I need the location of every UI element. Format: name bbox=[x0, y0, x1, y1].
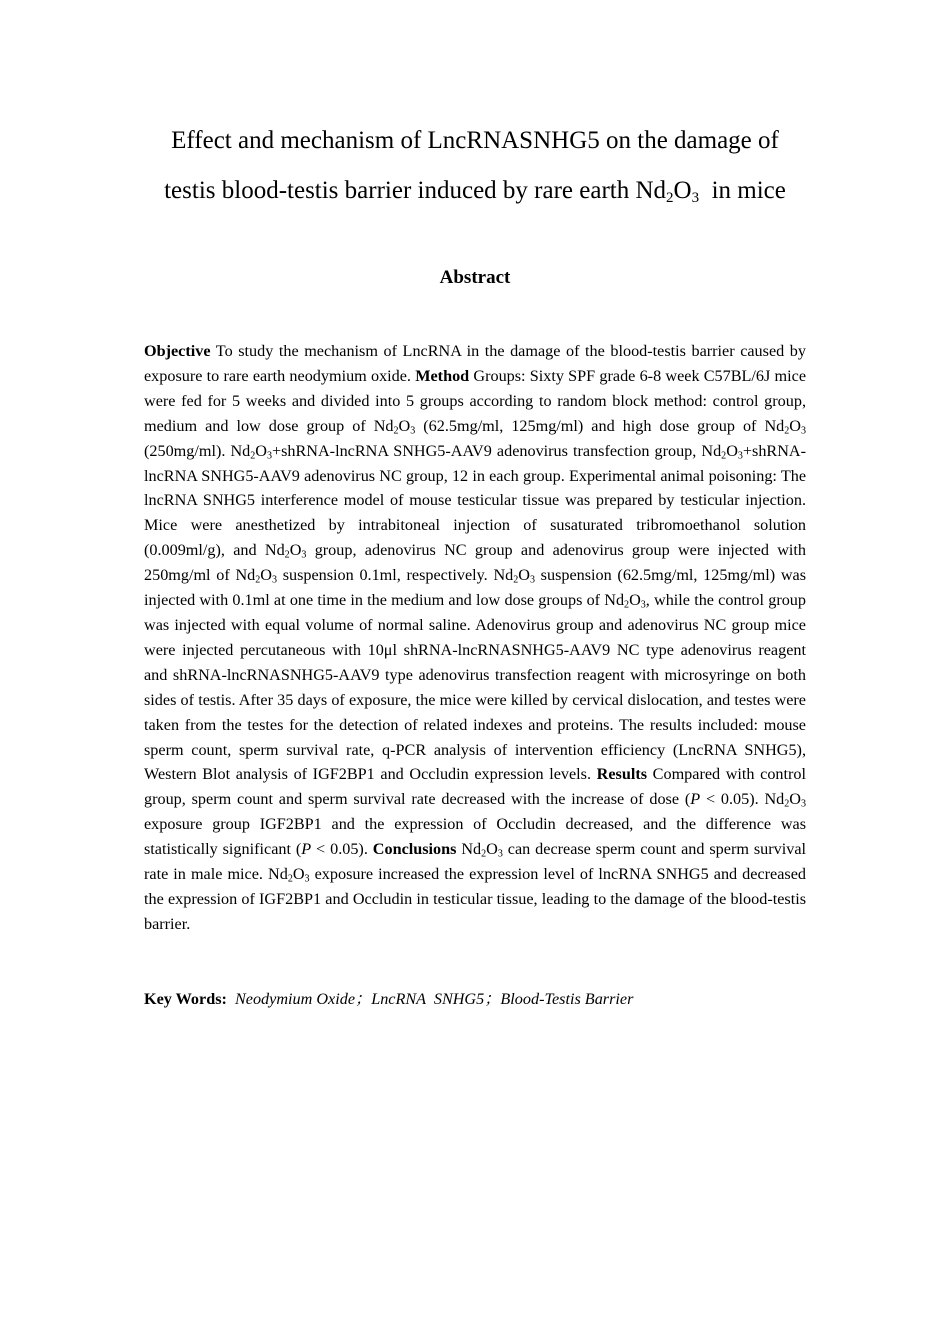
results-label: Results bbox=[596, 765, 648, 784]
title-line-2: testis blood-testis barrier induced by rare earth $Nd_2O_3$ in mice bbox=[164, 177, 786, 206]
abstract-heading: Abstract bbox=[439, 267, 511, 288]
keywords-label: Key Words: bbox=[144, 990, 227, 1008]
conclusions-label: Conclusions bbox=[372, 840, 457, 859]
keywords-line bbox=[144, 987, 806, 1012]
keywords-list: Neodymium Oxide；LncRNA SNHG5；Blood-Testis Barrier bbox=[234, 990, 634, 1008]
title-line-1: Effect and mechanism of LncRNASNHG5 on the damage of bbox=[171, 127, 779, 154]
objective-label: Objective bbox=[144, 342, 211, 360]
method-label: Method bbox=[415, 366, 470, 385]
abstract-body: Objective To study the mechanism of LncRNA in the damage of the blood-testis barrier caused by exposure to rare earth neodymium oxide. Method Groups: Sixty SPF grade 6-8 week C57BL/6J mice were fed for 5 weeks and divided into 5 groups according to random block method: control group, medium and low dose group of $Nd_2O_3$ (62.5mg/ml, 125mg/ml) and high dose group of $Nd_2O_3$ (250mg/ml). $Nd_2O_3+shRNA$-lncRNA SNHG5-AAV9 adenovirus transfection group, $Nd_2O_3+shRNA$-lncRNA SNHG5-AAV9 adenovirus NC group, 12 in each group. Experimental animal poisoning: The lncRNA SNHG5 interference model of mouse testicular tissue was prepared by testicular injection. Mice were anesthetized by intrabitoneal injection of susaturated tribromoethanol solution (0.009ml/g), and $Nd_2O_3$ group, adenovirus NC group and adenovirus group were injected with 250mg/ml of $Nd_2O_3$ suspension 0.1ml, respectively. $Nd_2O_3$ suspension (62.5mg/ml, 125mg/ml) was injected with 0.1ml at one time in the medium and low dose groups of $Nd_2O_3$, while the control group was injected with equal volume of normal saline. Adenovirus group and adenovirus NC group mice were injected percutaneous with 10μl shRNA-lncRNASNHG5-AAV9 NC type adenovirus reagent and shRNA-lncRNASNHG5-AAV9 type adenovirus transfection reagent with microsyringe on both sides of testis. After 35 days of exposure, the mice were killed by cervical dislocation, and testes were taken from the testes for the detection of related indexes and proteins. The results included: mouse sperm count, sperm survival rate, q-PCR analysis of intervention efficiency (LncRNA SNHG5), Western Blot analysis of IGF2BP1 and Occludin expression levels. Results Compared with control group, sperm count and sperm survival rate decreased with the increase of dose (P < 0.05). $Nd_2O_3$ exposure group IGF2BP1 and the expression of Occludin decreased, and the difference was statistically significant (P < 0.05). Conclusions $Nd_2O_3$ can decrease sperm count and sperm survival rate in male mice. $Nd_2O_3$ exposure increased the expression level of lncRNA SNHG5 and decreased the expression of IGF2BP1 and Occludin in testicular tissue, leading to the damage of the blood-testis barrier. bbox=[144, 342, 807, 933]
paper-title bbox=[100, 116, 850, 216]
